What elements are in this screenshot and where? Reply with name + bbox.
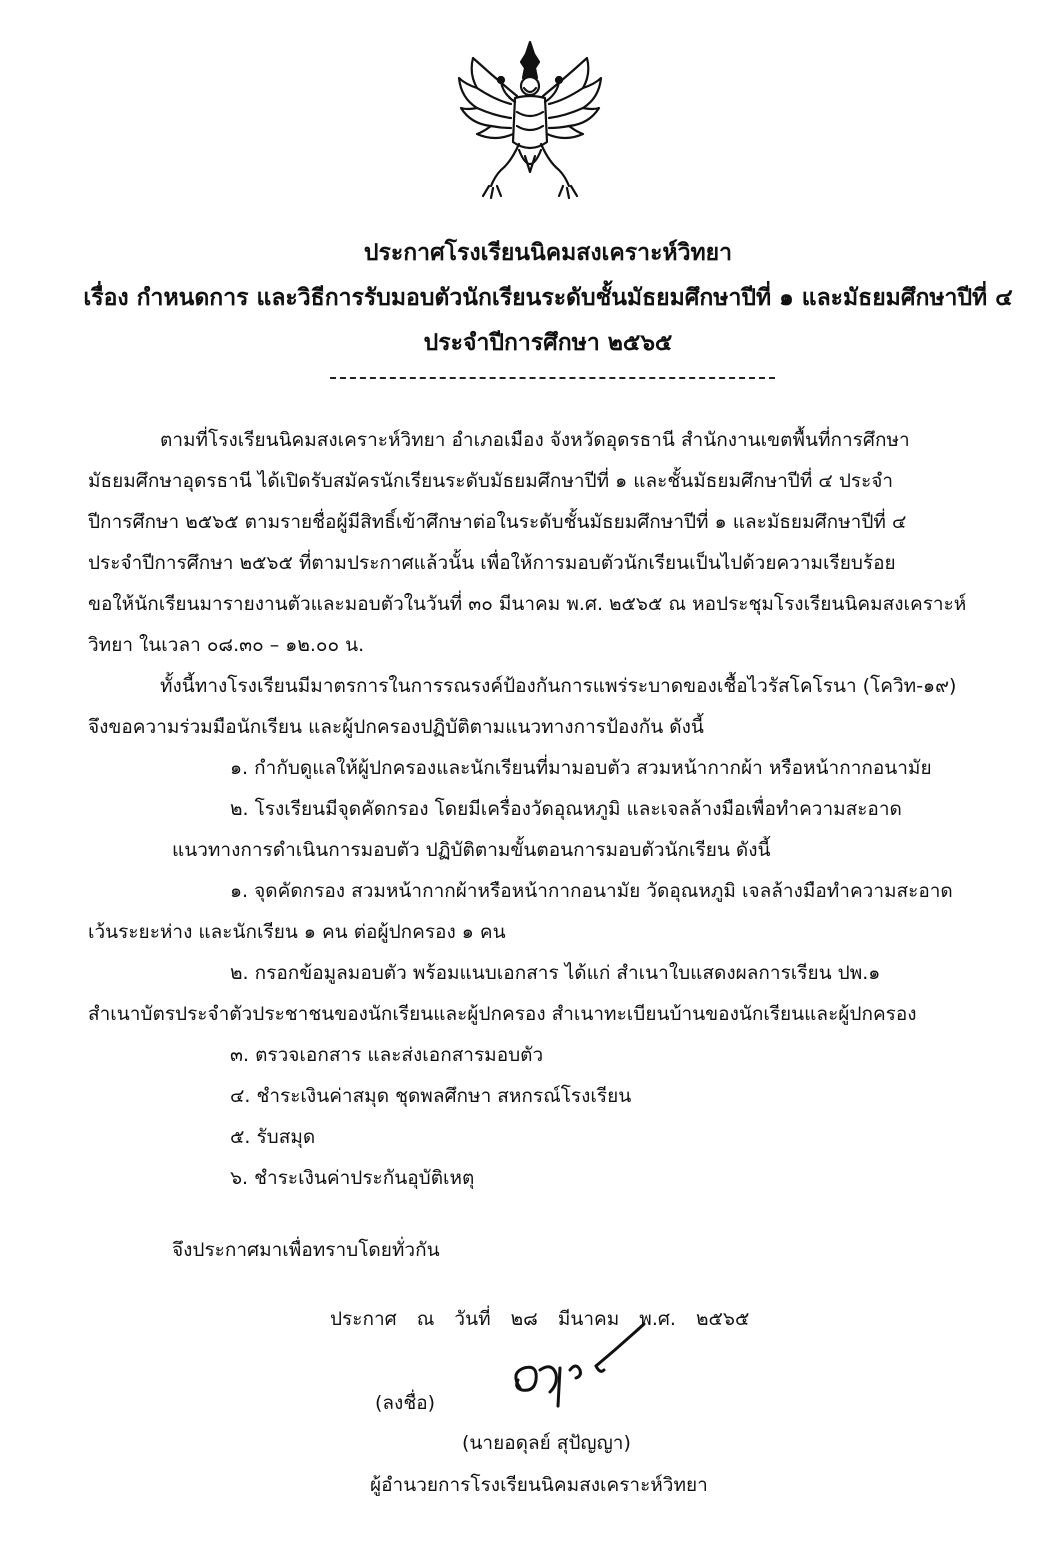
closing-statement: จึงประกาศมาเพื่อทราบโดยทั่วกัน (172, 1239, 440, 1261)
procedure-intro: แนวทางการดำเนินการมอบตัว ปฏิบัติตามขั้นตอนการมอบตัวนักเรียน ดังนี้ (172, 839, 771, 861)
para2-line: จึงขอความร่วมมือนักเรียน และผู้ปกครองปฏิบัติตามแนวทางการป้องกัน ดังนี้ (88, 716, 704, 738)
procedure-step: ๔. ชำระเงินค่าสมุด ชุดพลศึกษา สหกรณ์โรงเรียน (230, 1085, 632, 1107)
para1-line: ขอให้นักเรียนมารายงานตัวและมอบตัวในวันที่ ๓๐ มีนาคม พ.ศ. ๒๕๖๕ ณ หอประชุมโรงเรียนนิคมสงเคราะห์ (88, 593, 967, 615)
title-academic-year: ประจำปีการศึกษา ๒๕๖๕ (423, 330, 673, 356)
para1-line: ตามที่โรงเรียนนิคมสงเคราะห์วิทยา อำเภอเมือง จังหวัดอุดรธานี สำนักงานเขตพื้นที่การศึกษา (160, 429, 910, 451)
prevention-item: ๒. โรงเรียนมีจุดคัดกรอง โดยมีเครื่องวัดอุณหภูมิ และเจลล้างมือเพื่อทำความสะอาด (230, 798, 902, 820)
para1-line: วิทยา ในเวลา ๐๘.๓๐ – ๑๒.๐๐ น. (88, 634, 365, 656)
garuda-emblem-icon (455, 38, 605, 203)
para1-line: ปีการศึกษา ๒๕๖๕ ตามรายชื่อผู้มีสิทธิ์เข้าศึกษาต่อในระดับชั้นมัธยมศึกษาปีที่ ๑ และมัธยมศึกษาปีที่ ๔ (88, 511, 907, 533)
handwritten-signature (500, 1318, 650, 1413)
title-school: ประกาศโรงเรียนนิคมสงเคราะห์วิทยา (363, 240, 733, 266)
announce-date: ประกาศ ณ วันที่ ๒๘ มีนาคม พ.ศ. ๒๕๖๕ (330, 1308, 750, 1330)
title-subject: เรื่อง กำหนดการ และวิธีการรับมอบตัวนักเรียนระดับชั้นมัธยมศึกษาปีที่ ๑ และมัธยมศึกษาปีที่ ๔ (83, 285, 1013, 311)
procedure-step: ๕. รับสมุด (230, 1126, 316, 1148)
signer-title: ผู้อำนวยการโรงเรียนนิคมสงเคราะห์วิทยา (370, 1474, 708, 1496)
procedure-step: ๓. ตรวจเอกสาร และส่งเอกสารมอบตัว (230, 1044, 544, 1066)
sign-label: (ลงชื่อ) (375, 1392, 436, 1414)
prevention-item: ๑. กำกับดูแลให้ผู้ปกครองและนักเรียนที่มามอบตัว สวมหน้ากากผ้า หรือหน้ากากอนามัย (230, 757, 932, 779)
para1-line: ประจำปีการศึกษา ๒๕๖๕ ที่ตามประกาศแล้วนั้น เพื่อให้การมอบตัวนักเรียนเป็นไปด้วยความเรียบร้อย (88, 552, 896, 574)
para1-line: มัธยมศึกษาอุดรธานี ได้เปิดรับสมัครนักเรียนระดับมัธยมศึกษาปีที่ ๑ และชั้นมัธยมศึกษาปีที่ ๔ ประจำ (88, 470, 894, 492)
procedure-step: ๒. กรอกข้อมูลมอบตัว พร้อมแนบเอกสาร ได้แก่ สำเนาใบแสดงผลการเรียน ปพ.๑ (230, 962, 881, 984)
procedure-step: ๖. ชำระเงินค่าประกันอุบัติเหตุ (230, 1167, 475, 1189)
procedure-step: ๑. จุดคัดกรอง สวมหน้ากากผ้าหรือหน้ากากอนามัย วัดอุณหภูมิ เจลล้างมือทำความสะอาด (230, 880, 953, 902)
procedure-step: สำเนาบัตรประจำตัวประชาชนของนักเรียนและผู้ปกครอง สำเนาทะเบียนบ้านของนักเรียนและผู้ปกครอง (88, 1003, 917, 1025)
signer-name: (นายอดุลย์ สุปัญญา) (462, 1432, 631, 1454)
procedure-step: เว้นระยะห่าง และนักเรียน ๑ คน ต่อผู้ปกครอง ๑ คน (88, 921, 506, 943)
title-divider (330, 377, 775, 379)
para2-line: ทั้งนี้ทางโรงเรียนมีมาตรการในการรณรงค์ป้องกันการแพร่ระบาดของเชื้อไวรัสโคโรนา (โควิท-๑๙) (160, 675, 957, 697)
